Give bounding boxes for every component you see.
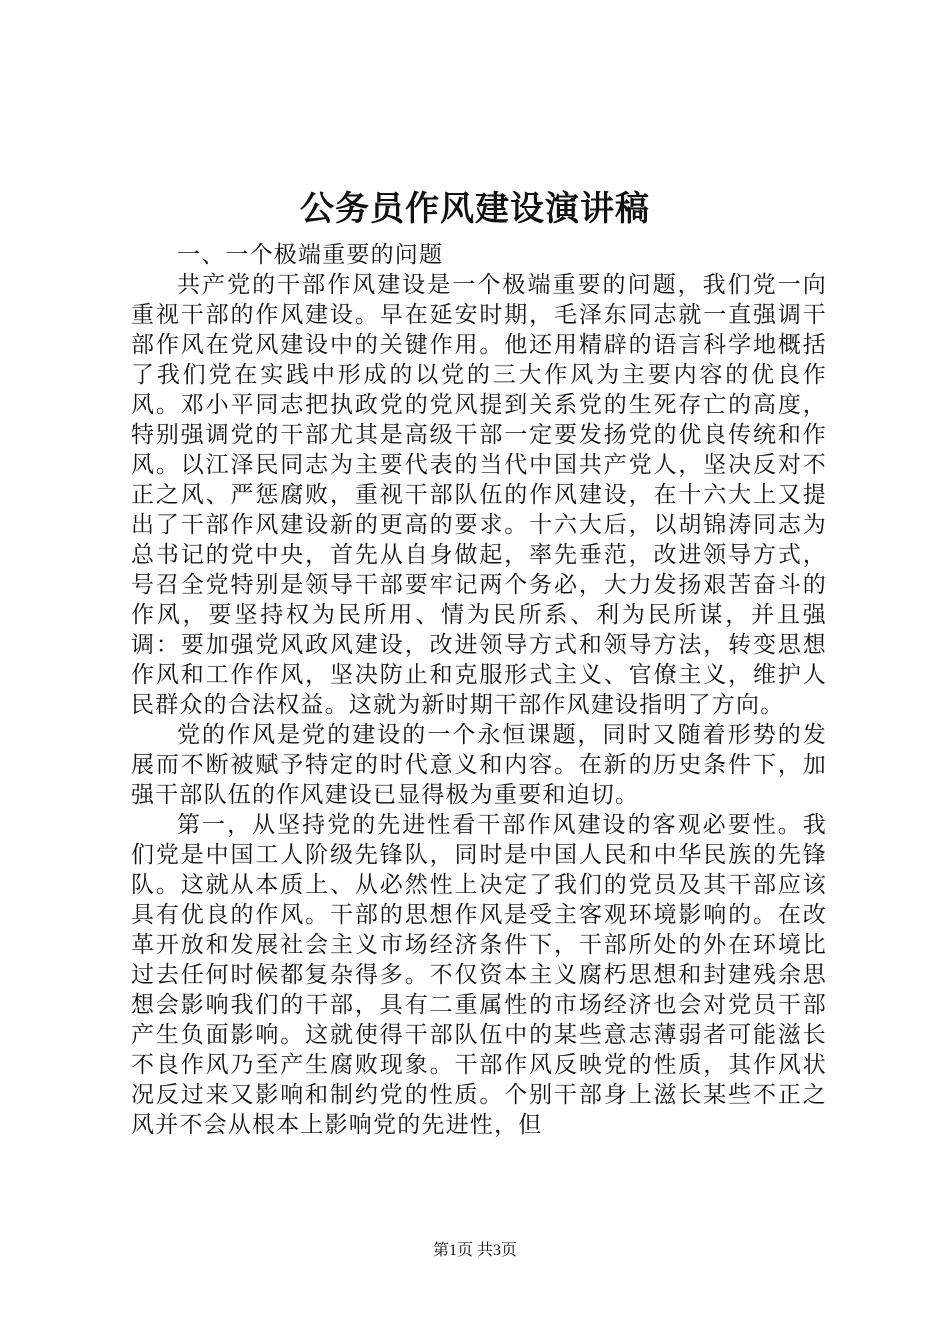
document-body bbox=[131, 240, 827, 1140]
body-paragraph: 党的作风是党的建设的一个永恒课题，同时又随着形势的发展而不断被赋予特定的时代意义和内容。在新的历史条件下，加强干部队伍的作风建设已显得极为重要和迫切。 bbox=[131, 722, 827, 808]
page-footer: 第1页 共3页 bbox=[432, 1242, 517, 1259]
body-paragraph: 第一，从坚持党的先进性看干部作风建设的客观必要性。我们党是中国工人阶级先锋队，同时是中国人民和中华民族的先锋队。这就从本质上、从必然性上决定了我们的党员及其干部应该具有优良的作风。干部的思想作风是受主客观环境影响的。在改革开放和发展社会主义市场经济条件下，干部所处的外在环境比过去任何时候都复杂得多。不仅资本主义腐朽思想和封建残余思想会影响我们的干部，具有二重属性的市场经济也会对党员干部产生负面影响。这就使得干部队伍中的某些意志薄弱者可能滋长不良作风乃至产生腐败现象。干部作风反映党的性质，其作风状况反过来又影响和制约党的性质。个别干部身上滋长某些不正之风并不会从根本上影响党的先进性，但 bbox=[131, 812, 827, 1138]
body-paragraph: 共产党的干部作风建设是一个极端重要的问题，我们党一向重视干部的作风建设。早在延安时期，毛泽东同志就一直强调干部作风在党风建设中的关键作用。他还用精辟的语言科学地概括了我们党在实践中形成的以党的三大作风为主要内容的优良作风。邓小平同志把执政党的党风提到关系党的生死存亡的高度，特别强调党的干部尤其是高级干部一定要发扬党的优良传统和作风。以江泽民同志为主要代表的当代中国共产党人，坚决反对不正之风、严惩腐败，重视干部队伍的作风建设，在十六大上又提出了干部作风建设新的更高的要求。十六大后，以胡锦涛同志为总书记的党中央，首先从自身做起，率先垂范，改进领导方式，号召全党特别是领导干部要牢记两个务必，大力发扬艰苦奋斗的作风，要坚持权为民所用、情为民所系、利为民所谋，并且强调：要加强党风政风建设，改进领导方式和领导方法，转变思想作风和工作作风，坚决防止和克服形式主义、官僚主义，维护人民群众的合法权益。这就为新时期干部作风建设指明了方向。 bbox=[131, 272, 827, 718]
document-title: 公务员作风建设演讲稿 bbox=[300, 189, 650, 229]
section-heading: 一、一个极端重要的问题 bbox=[177, 242, 444, 268]
